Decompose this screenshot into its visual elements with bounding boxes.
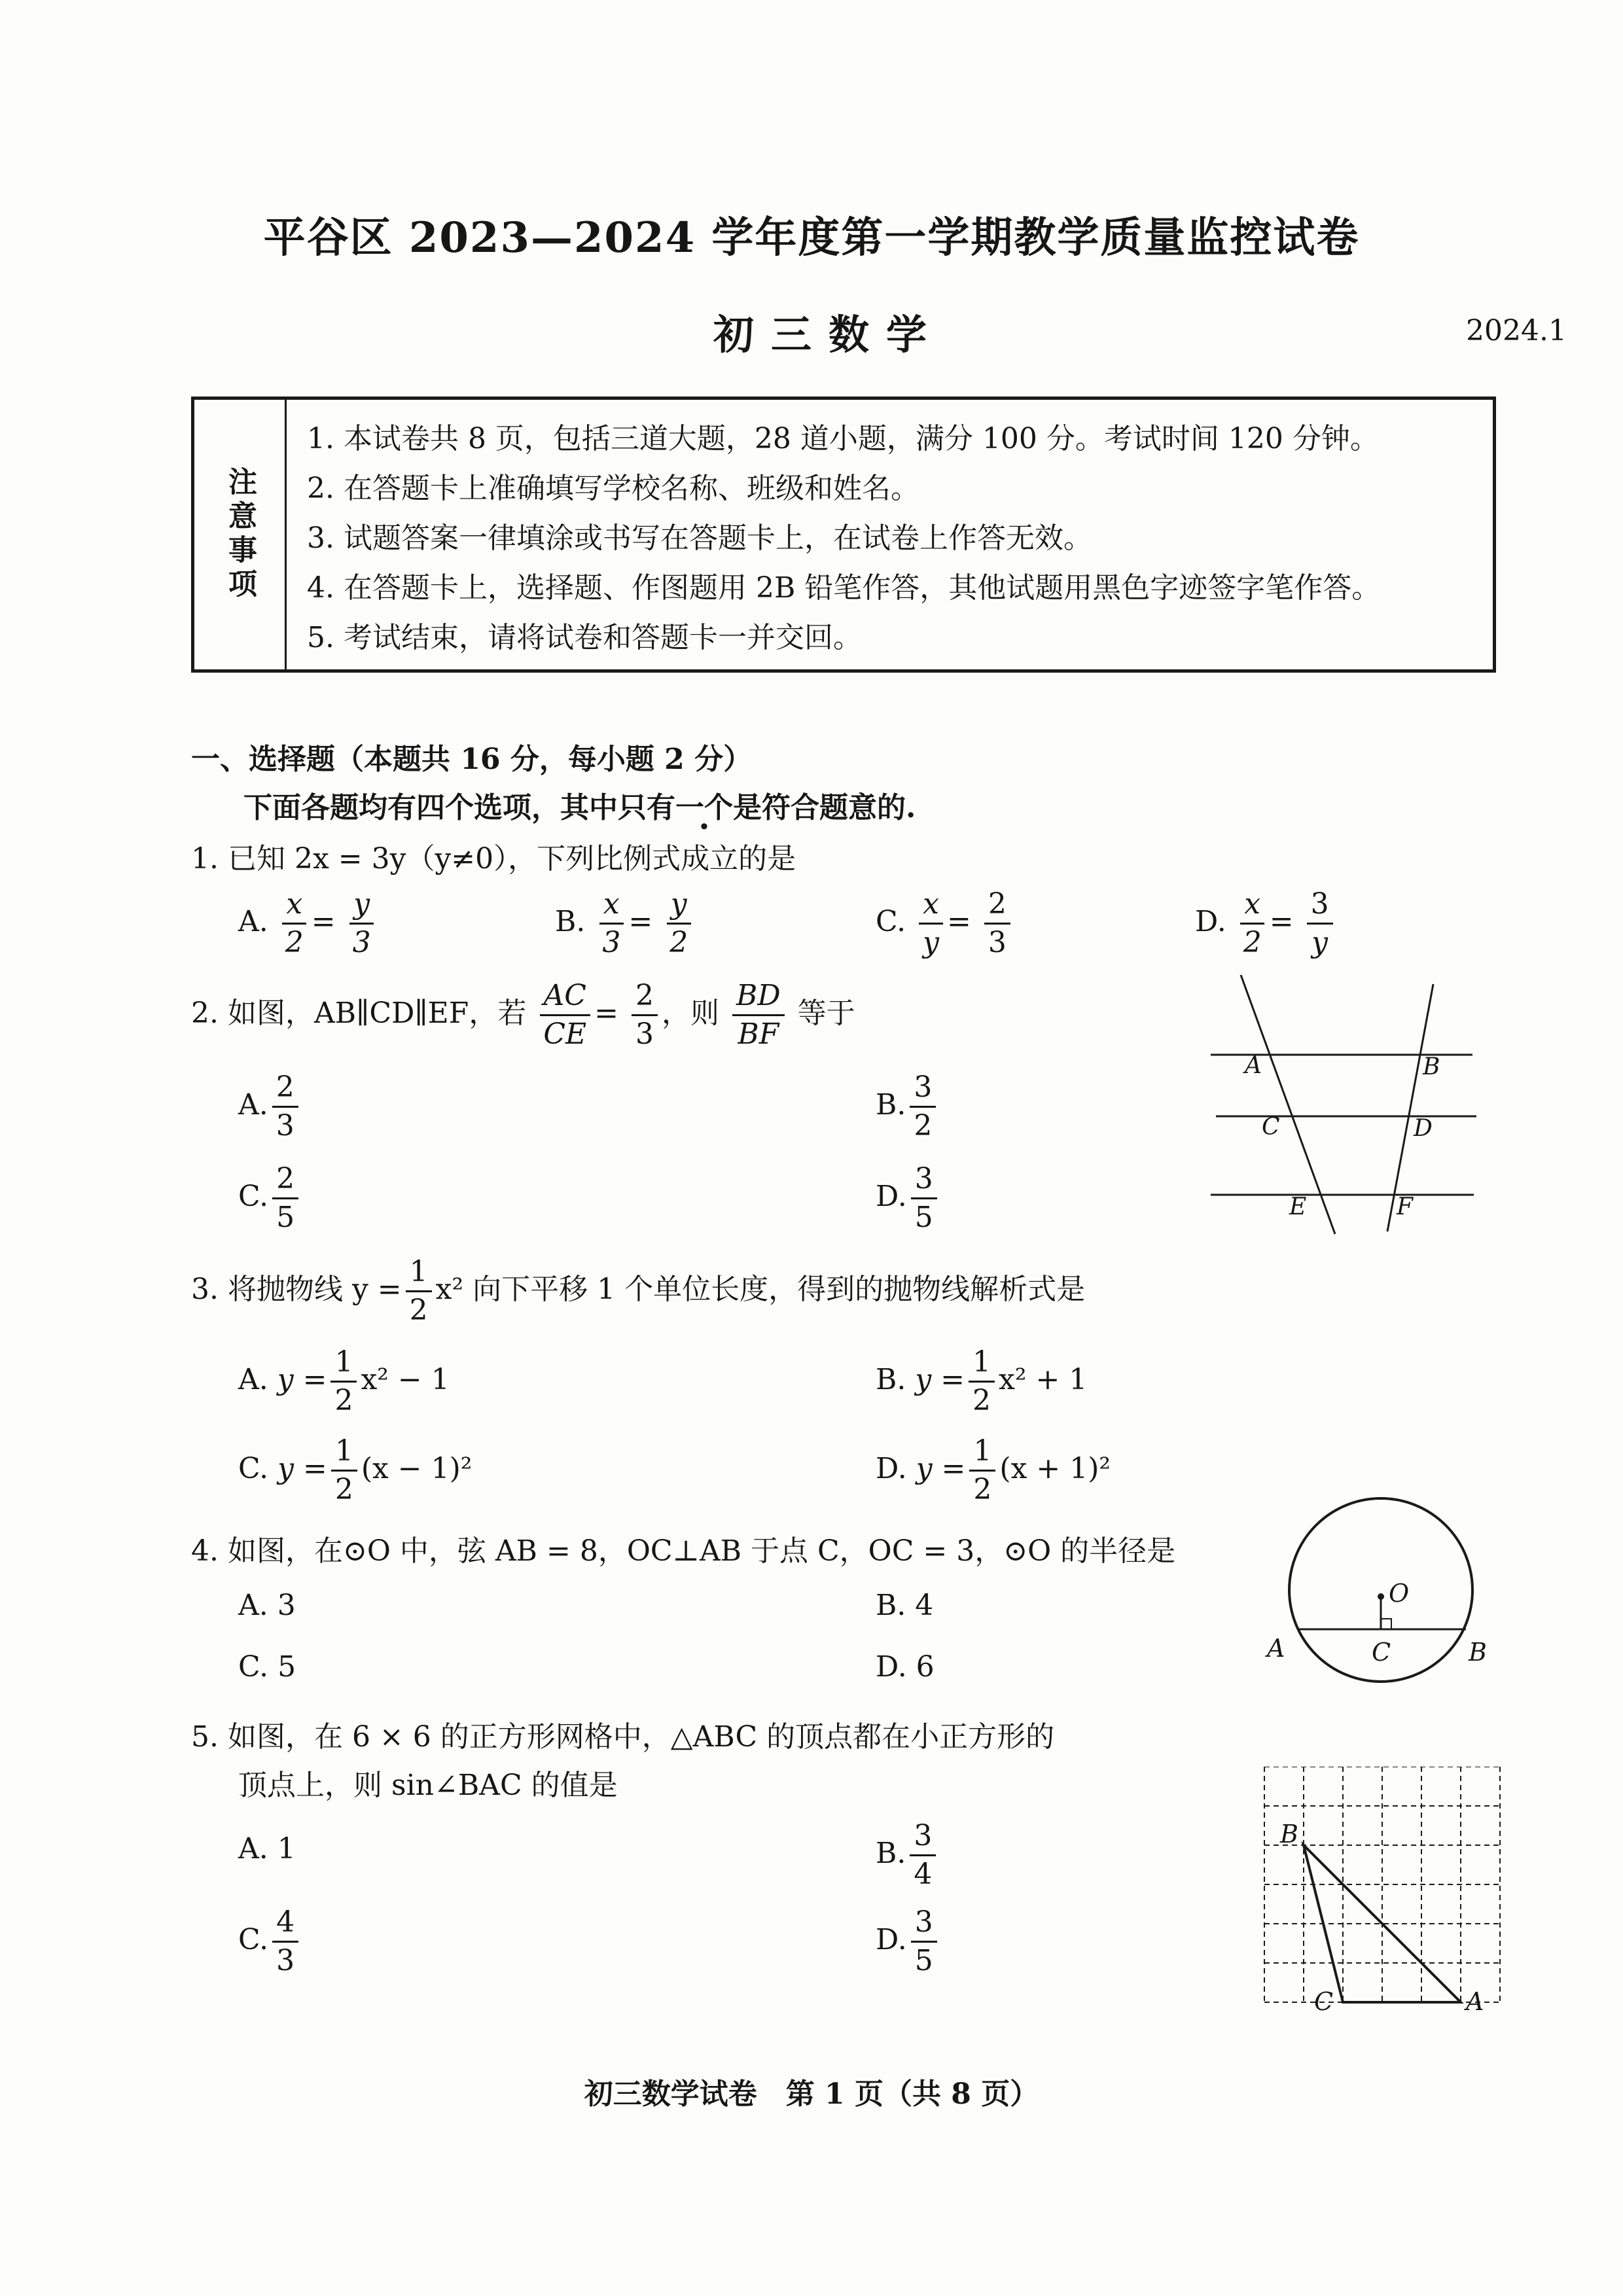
notice-item: 2. 在答题卡上准确填写学校名称、班级和姓名。 — [307, 472, 919, 505]
option-label: C. — [876, 905, 906, 938]
frac-den: y — [1311, 926, 1328, 959]
q1-option-c: C. $\frac{x}{y}$ = $\frac{2}{3}$ — [876, 890, 1014, 957]
q4-option-d: D. 6 — [876, 1650, 935, 1684]
label-b: B — [1469, 1638, 1487, 1667]
q3-stem-b: x² 向下平移 1 个单位长度，得到的抛物线解析式是 — [435, 1273, 1086, 1306]
option-label: D. — [876, 1180, 907, 1213]
frac-den: 2 — [973, 1473, 992, 1506]
q1-option-b: B. $\frac{x}{3}$ = $\frac{y}{2}$ — [555, 890, 696, 957]
q3-stem-a: 3. 将抛物线 y = — [191, 1273, 402, 1306]
label-f: F — [1397, 1193, 1413, 1220]
q2-option-d — [876, 1162, 941, 1234]
notice-item: 5. 考试结束，请将试卷和答题卡一并交回。 — [307, 621, 862, 654]
option-rhs: (x + 1)² — [999, 1452, 1111, 1485]
q1-option-a: A. $\frac{x}{2}$ = $\frac{y}{3}$ — [238, 890, 379, 957]
frac-num: 1 — [969, 1437, 995, 1472]
frac-den: 2 — [409, 1294, 428, 1327]
label-b: B — [1280, 1820, 1298, 1848]
frac-num: 3 — [910, 1073, 936, 1108]
option-label: A. — [238, 1832, 268, 1865]
option-label: B. — [876, 1088, 906, 1122]
frac-num: 2 — [272, 1073, 298, 1108]
option-value: 1 — [277, 1832, 296, 1865]
frac-num: 3 — [911, 1165, 937, 1199]
frac-den: 2 — [669, 926, 688, 959]
frac-den: 3 — [276, 1109, 294, 1142]
q5-stem-line1: 5. 如图，在 6 × 6 的正方形网格中，△ABC 的顶点都在小正方形的 — [191, 1720, 1055, 1754]
label-b: B — [1423, 1053, 1440, 1080]
label-d: D — [1414, 1115, 1433, 1142]
frac-den: CE — [543, 1017, 587, 1051]
option-label: C. — [238, 1923, 269, 1956]
frac-den: 2 — [1243, 926, 1262, 959]
q2-option-c — [238, 1162, 302, 1234]
option-label: D. — [1195, 905, 1226, 938]
frac-den: 5 — [914, 1201, 933, 1234]
center-point — [1378, 1593, 1384, 1600]
right-angle-mark — [1381, 1619, 1391, 1629]
notice-label-cell — [194, 400, 287, 669]
q3-option-d — [876, 1434, 1111, 1506]
q1-stem: 1. 已知 2x = 3y（y≠0），下列比例式成立的是 — [191, 842, 796, 875]
frac-num: 1 — [406, 1258, 432, 1292]
option-label: B. — [555, 905, 586, 938]
option-lhs: y = — [915, 1363, 965, 1396]
instruction-emphasis: 一个 — [675, 791, 733, 824]
option-rhs: (x − 1)² — [361, 1452, 473, 1485]
frac-num: x — [919, 890, 943, 925]
frac-den: 3 — [635, 1017, 654, 1051]
q2-stem — [191, 981, 855, 1049]
label-e: E — [1289, 1193, 1307, 1220]
frac-den: 2 — [334, 1384, 353, 1417]
notice-label: 注意事项 — [223, 467, 257, 603]
notice-box — [191, 397, 1496, 673]
label-a: A — [1466, 1987, 1484, 2016]
q2-parallel-lines-figure — [1211, 975, 1486, 1250]
equals-sign: = — [594, 997, 618, 1030]
q2-option-b — [876, 1070, 940, 1142]
frac-num: 1 — [969, 1348, 995, 1383]
label-c: C — [1372, 1638, 1391, 1667]
frac-den: 2 — [334, 1473, 353, 1506]
label-c: C — [1314, 1987, 1334, 2016]
option-label: A. — [238, 905, 268, 938]
option-rhs: x² − 1 — [361, 1363, 450, 1396]
frac-num: 2 — [632, 981, 658, 1016]
page-footer: 初三数学试卷 第 1 页（共 8 页） — [584, 2077, 1039, 2111]
frac-den: BF — [738, 1017, 779, 1051]
frac-den: 2 — [914, 1109, 933, 1142]
option-label: A. — [238, 1363, 268, 1396]
frac-den: 4 — [914, 1858, 933, 1891]
option-label: D. — [876, 1923, 907, 1956]
frac-den: 3 — [988, 926, 1007, 959]
option-rhs: x² + 1 — [999, 1363, 1088, 1396]
label-a: A — [1267, 1634, 1285, 1663]
frac-num: 1 — [331, 1437, 357, 1472]
frac-num: y — [349, 890, 374, 925]
instruction-part-a: 下面各题均有四个选项，其中只有 — [243, 791, 675, 824]
q4-option-b: B. 4 — [876, 1589, 934, 1622]
frac-den: y — [923, 926, 939, 959]
label-o: O — [1389, 1579, 1410, 1608]
exam-date: 2024.1 — [1466, 314, 1567, 347]
q2-stem-c: 等于 — [797, 997, 855, 1030]
option-label: C. — [238, 1452, 269, 1485]
frac-den: 5 — [914, 1944, 933, 1977]
q5-grid-figure — [1243, 1767, 1518, 2022]
section-instruction — [243, 784, 916, 826]
label-a: A — [1245, 1052, 1262, 1079]
q4-circle-figure — [1250, 1492, 1499, 1701]
exam-title: 平谷区 2023—2024 学年度第一学期教学质量监控试卷 — [263, 213, 1360, 262]
q3-option-c — [238, 1434, 473, 1506]
q5-option-d — [876, 1905, 941, 1977]
q5-option-c — [238, 1905, 302, 1977]
frac-den: 5 — [276, 1201, 295, 1234]
q5-option-b — [876, 1819, 940, 1891]
option-label: B. — [876, 1363, 906, 1396]
option-label: B. — [876, 1837, 906, 1870]
frac-num: x — [599, 890, 624, 925]
notice-item: 1. 本试卷共 8 页，包括三道大题，28 道小题，满分 100 分。考试时间 120 分钟。 — [307, 422, 1379, 455]
q2-stem-a: 2. 如图，AB∥CD∥EF，若 — [191, 997, 527, 1030]
frac-num: 3 — [910, 1822, 936, 1856]
section-heading: 一、选择题（本题共 16 分，每小题 2 分） — [191, 743, 753, 776]
frac-num: x — [282, 890, 306, 925]
q4-stem: 4. 如图，在⊙O 中，弦 AB = 8，OC⊥AB 于点 C，OC = 3，⊙O 的半径是 — [191, 1534, 1176, 1568]
option-lhs: y = — [277, 1363, 327, 1396]
q4-option-a: A. 3 — [238, 1589, 296, 1622]
frac-num: y — [667, 890, 691, 925]
notice-item: 4. 在答题卡上，选择题、作图题用 2B 铅笔作答，其他试题用黑色字迹签字笔作答。 — [307, 571, 1381, 605]
q3-stem — [191, 1255, 1086, 1327]
notice-items — [307, 414, 1380, 663]
q5-option-a — [238, 1832, 296, 1865]
grid-lines — [1264, 1767, 1500, 2002]
q2-option-a — [238, 1070, 302, 1142]
frac-num: 3 — [1307, 890, 1333, 925]
q3-option-a — [238, 1345, 450, 1417]
frac-num: x — [1240, 890, 1264, 925]
frac-num: 2 — [272, 1165, 298, 1199]
frac-num: 2 — [984, 890, 1010, 925]
frac-num: AC — [540, 981, 590, 1016]
frac-den: 3 — [602, 926, 621, 959]
option-lhs: y = — [277, 1452, 327, 1485]
frac-num: BD — [732, 981, 785, 1016]
frac-num: 1 — [330, 1348, 357, 1383]
label-c: C — [1262, 1114, 1280, 1140]
option-label: D. — [876, 1452, 907, 1485]
frac-den: 3 — [352, 926, 371, 959]
q5-stem-line2: 顶点上，则 sin∠BAC 的值是 — [238, 1769, 618, 1802]
option-label: A. — [238, 1088, 268, 1122]
q3-option-b — [876, 1345, 1088, 1417]
instruction-part-c: 是符合题意的. — [733, 791, 916, 824]
frac-den: 3 — [276, 1944, 295, 1977]
frac-den: 2 — [972, 1384, 991, 1417]
frac-den: 2 — [285, 926, 304, 959]
q4-option-c: C. 5 — [238, 1650, 296, 1684]
notice-item: 3. 试题答案一律填涂或书写在答题卡上，在试卷上作答无效。 — [307, 521, 1092, 555]
option-lhs: y = — [916, 1452, 966, 1485]
subject-title: 初三数学 — [713, 311, 944, 359]
option-label: C. — [238, 1180, 269, 1213]
q1-option-d: D. $\frac{x}{2}$ = $\frac{3}{y}$ — [1195, 890, 1337, 957]
frac-num: 4 — [272, 1908, 298, 1943]
frac-num: 3 — [911, 1908, 937, 1943]
q2-stem-b: ，则 — [662, 997, 719, 1030]
